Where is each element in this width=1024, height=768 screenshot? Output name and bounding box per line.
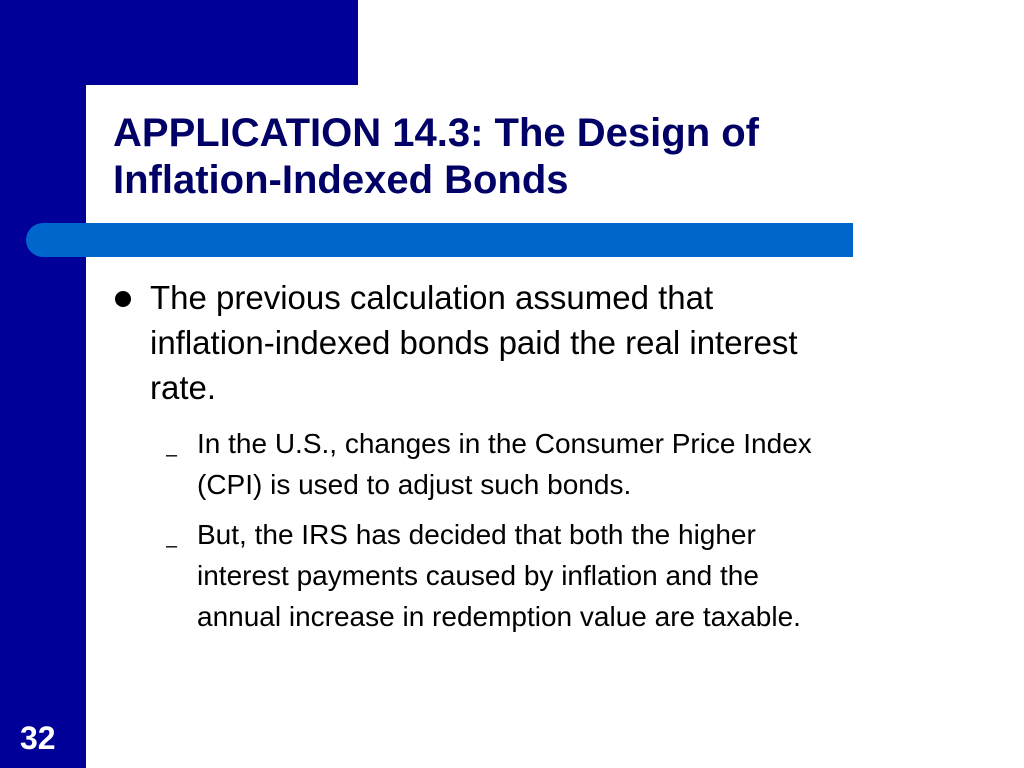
sub-bullet-irs-line-3: annual increase in redemption value are taxable. bbox=[197, 601, 801, 632]
sub-bullet-cpi-line-1: In the U.S., changes in the Consumer Price Index bbox=[197, 428, 812, 459]
bullet-line-1: The previous calculation assumed that bbox=[150, 279, 714, 316]
sub-bullet-cpi bbox=[197, 423, 977, 505]
sub-bullet-irs-line-2: interest payments caused by inflation and the bbox=[197, 560, 759, 591]
sub-bullet-cpi-line-2: (CPI) is used to adjust such bonds. bbox=[197, 469, 632, 500]
sub-bullet-irs-line-1: But, the IRS has decided that both the higher bbox=[197, 519, 756, 550]
slide-title bbox=[113, 110, 913, 204]
bullet-line-2: inflation-indexed bonds paid the real interest bbox=[150, 324, 798, 361]
sub-bullet-irs bbox=[197, 514, 977, 637]
slide-number: 32 bbox=[20, 720, 56, 756]
slide-title-line-1: APPLICATION 14.3: The Design of bbox=[113, 111, 759, 155]
bullet-text bbox=[150, 275, 950, 410]
sub-bullet-dash-icon: – bbox=[166, 535, 178, 557]
sub-bullet-dash-icon: – bbox=[166, 444, 178, 466]
bullet-dot-icon bbox=[115, 291, 131, 307]
bullet-line-3: rate. bbox=[150, 369, 217, 406]
title-underline-bar bbox=[26, 223, 853, 257]
slide-title-line-2: Inflation-Indexed Bonds bbox=[113, 158, 569, 202]
